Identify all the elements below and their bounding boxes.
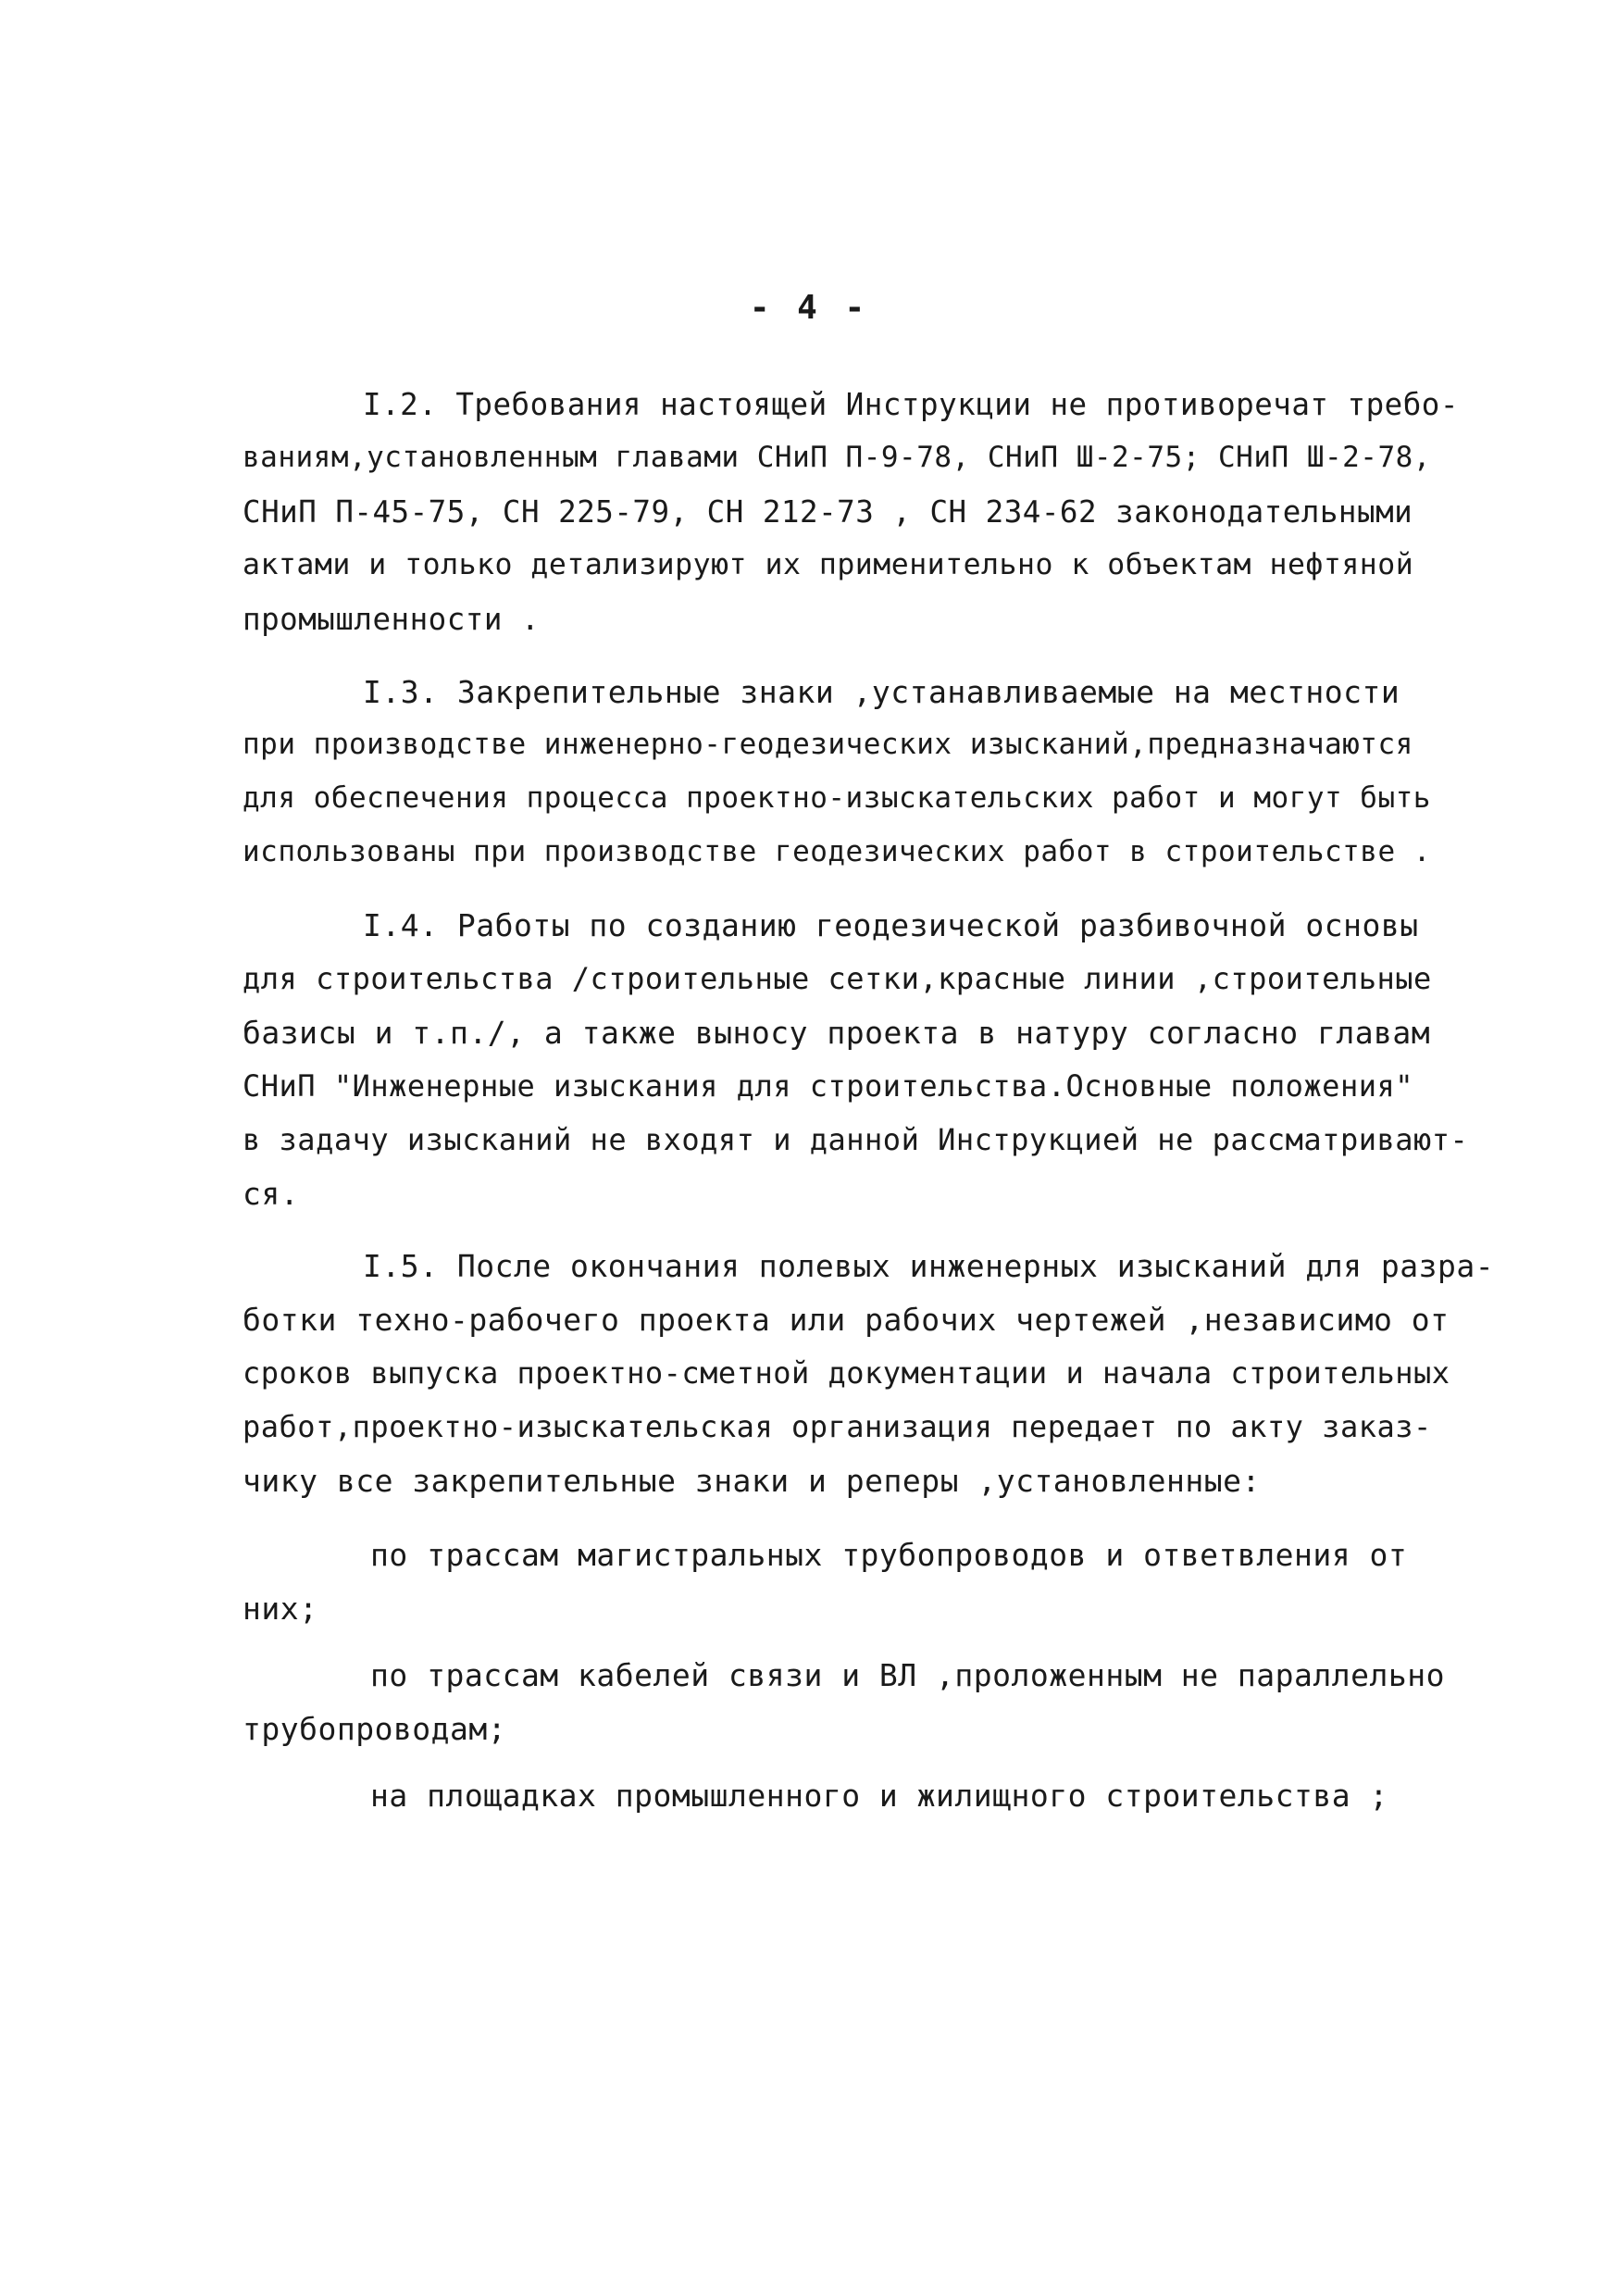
para-1-4-line-4: СНиП "Инженерные изыскания для строительства.Основные положения" [243,1068,1413,1104]
para-1-4-line-3: базисы и т.п./, а также выносу проекта в натуру согласно главам [243,1015,1431,1051]
para-1-3-line-3: для обеспечения процесса проектно-изыскательских работ и могут быть [243,781,1431,815]
para-1-4-line-5: в задачу изысканий не входят и данной Инструкцией не рассматривают- [243,1122,1469,1157]
para-1-2-line-5: промышленности . [243,602,541,637]
para-1-4-line-2: для строительства /строительные сетки,красные линии ,строительные [243,961,1432,996]
para-1-2-line-2: ваниям,установленным главами СНиП П-9-78, СНиП Ш-2-75; СНиП Ш-2-78, [243,441,1431,474]
para-1-2-line-1: I.2. Требования настоящей Инструкции не противоречат требо- [363,387,1459,422]
para-1-4-line-1: I.4. Работы по созданию геодезической разбивочной основы [363,907,1419,943]
para-1-5-line-1: I.5. После окончания полевых инженерных изысканий для разра- [363,1248,1495,1284]
list-item-1-line-1: по трассам магистральных трубопроводов и ответвления от [370,1537,1408,1573]
page-number: - 4 - [749,289,869,327]
list-item-3-line-1: на площадках промышленного и жилищного строительства ; [370,1778,1388,1814]
para-1-2-line-3: СНиП П-45-75, СН 225-79, СН 212-73 , СН 234-62 законодательными [243,494,1413,530]
para-1-5-line-2: ботки техно-рабочего проекта или рабочих чертежей ,независимо от [243,1302,1450,1338]
para-1-3-line-1: I.3. Закрепительные знаки ,устанавливаемые на местности [363,674,1400,710]
list-item-2-line-1: по трассам кабелей связи и ВЛ ,проложенным не параллельно [370,1657,1445,1693]
para-1-5-line-5: чику все закрепительные знаки и реперы ,установленные: [243,1463,1261,1499]
para-1-3-line-4: использованы при производстве геодезических работ в строительстве . [243,835,1431,868]
para-1-5-line-4: работ,проектно-изыскательская организация передает по акту заказ- [243,1409,1432,1444]
para-1-3-line-2: при производстве инженерно-геодезических изысканий,предназначаются [243,728,1413,761]
list-item-2-line-2: трубопроводам; [243,1711,507,1747]
para-1-4-line-6: ся. [243,1176,300,1212]
para-1-2-line-4: актами и только детализируют их применительно к объектам нефтяной [243,548,1414,581]
para-1-5-line-3: сроков выпуска проектно-сметной документации и начала строительных [243,1355,1450,1391]
list-item-1-line-2: них; [243,1591,318,1627]
